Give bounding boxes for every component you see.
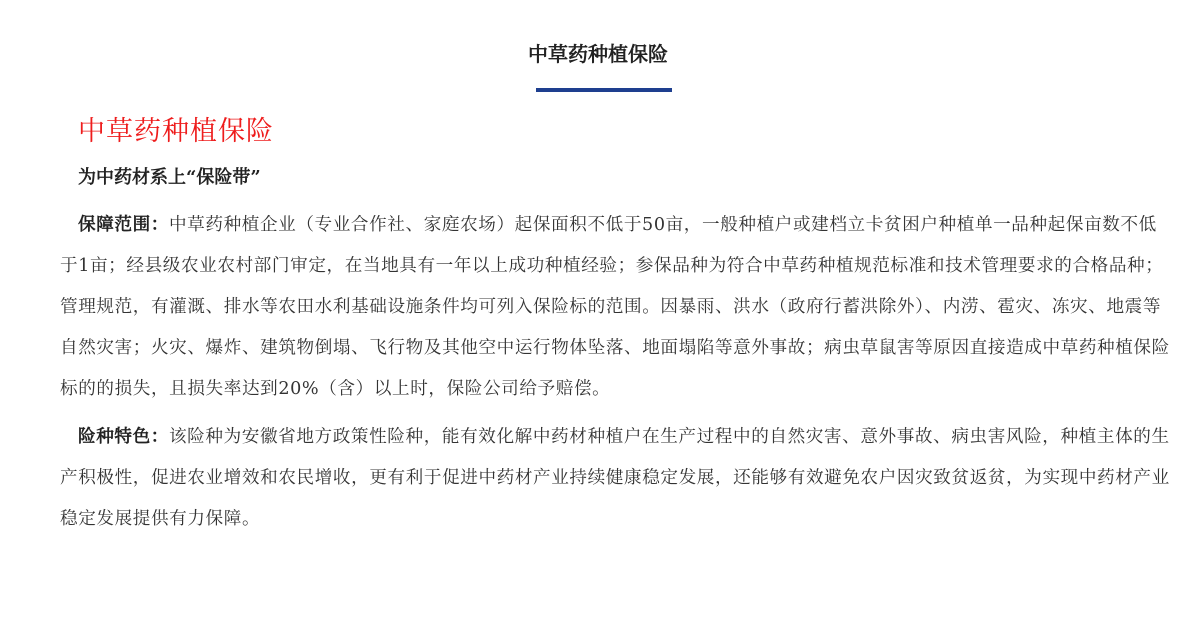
features-label: 险种特色： [78, 426, 169, 447]
page-title: 中草药种植保险 [528, 42, 668, 66]
coverage-paragraph [60, 204, 1170, 410]
article-content [60, 112, 1170, 540]
coverage-label: 保障范围： [78, 214, 169, 235]
page-header [0, 40, 1196, 68]
features-text: 该险种为安徽省地方政策性险种，能有效化解中药材种植户在生产过程中的自然灾害、意外事故、病虫害风险，种植主体的生产积极性，促进农业增效和农民增收，更有利于促进中药材产业持续健康稳定发展，还能够有效避免农户因灾致贫返贫，为实现中药材产业稳定发展提供有力保障。 [60, 427, 1170, 529]
features-paragraph [60, 416, 1170, 540]
coverage-text: 中草药种植企业（专业合作社、家庭农场）起保面积不低于50亩，一般种植户或建档立卡贫困户种植单一品种起保亩数不低于1亩；经县级农业农村部门审定，在当地具有一年以上成功种植经验；参保品种为符合中草药种植规范标准和技术管理要求的合格品种；管理规范，有灌溉、排水等农田水利基础设施条件均可列入保险标的范围。因暴雨、洪水（政府行蓄洪除外）、内涝、雹灾、冻灾、地震等自然灾害；火灾、爆炸、建筑物倒塌、飞行物及其他空中运行物体坠落、地面塌陷等意外事故；病虫草鼠害等原因直接造成中草药种植保险标的的损失，且损失率达到20%（含）以上时，保险公司给予赔偿。 [60, 215, 1170, 399]
title-underline [536, 88, 672, 92]
article-subheading: 为中药材系上“保险带” [78, 167, 261, 188]
article-heading: 中草药种植保险 [78, 116, 274, 147]
